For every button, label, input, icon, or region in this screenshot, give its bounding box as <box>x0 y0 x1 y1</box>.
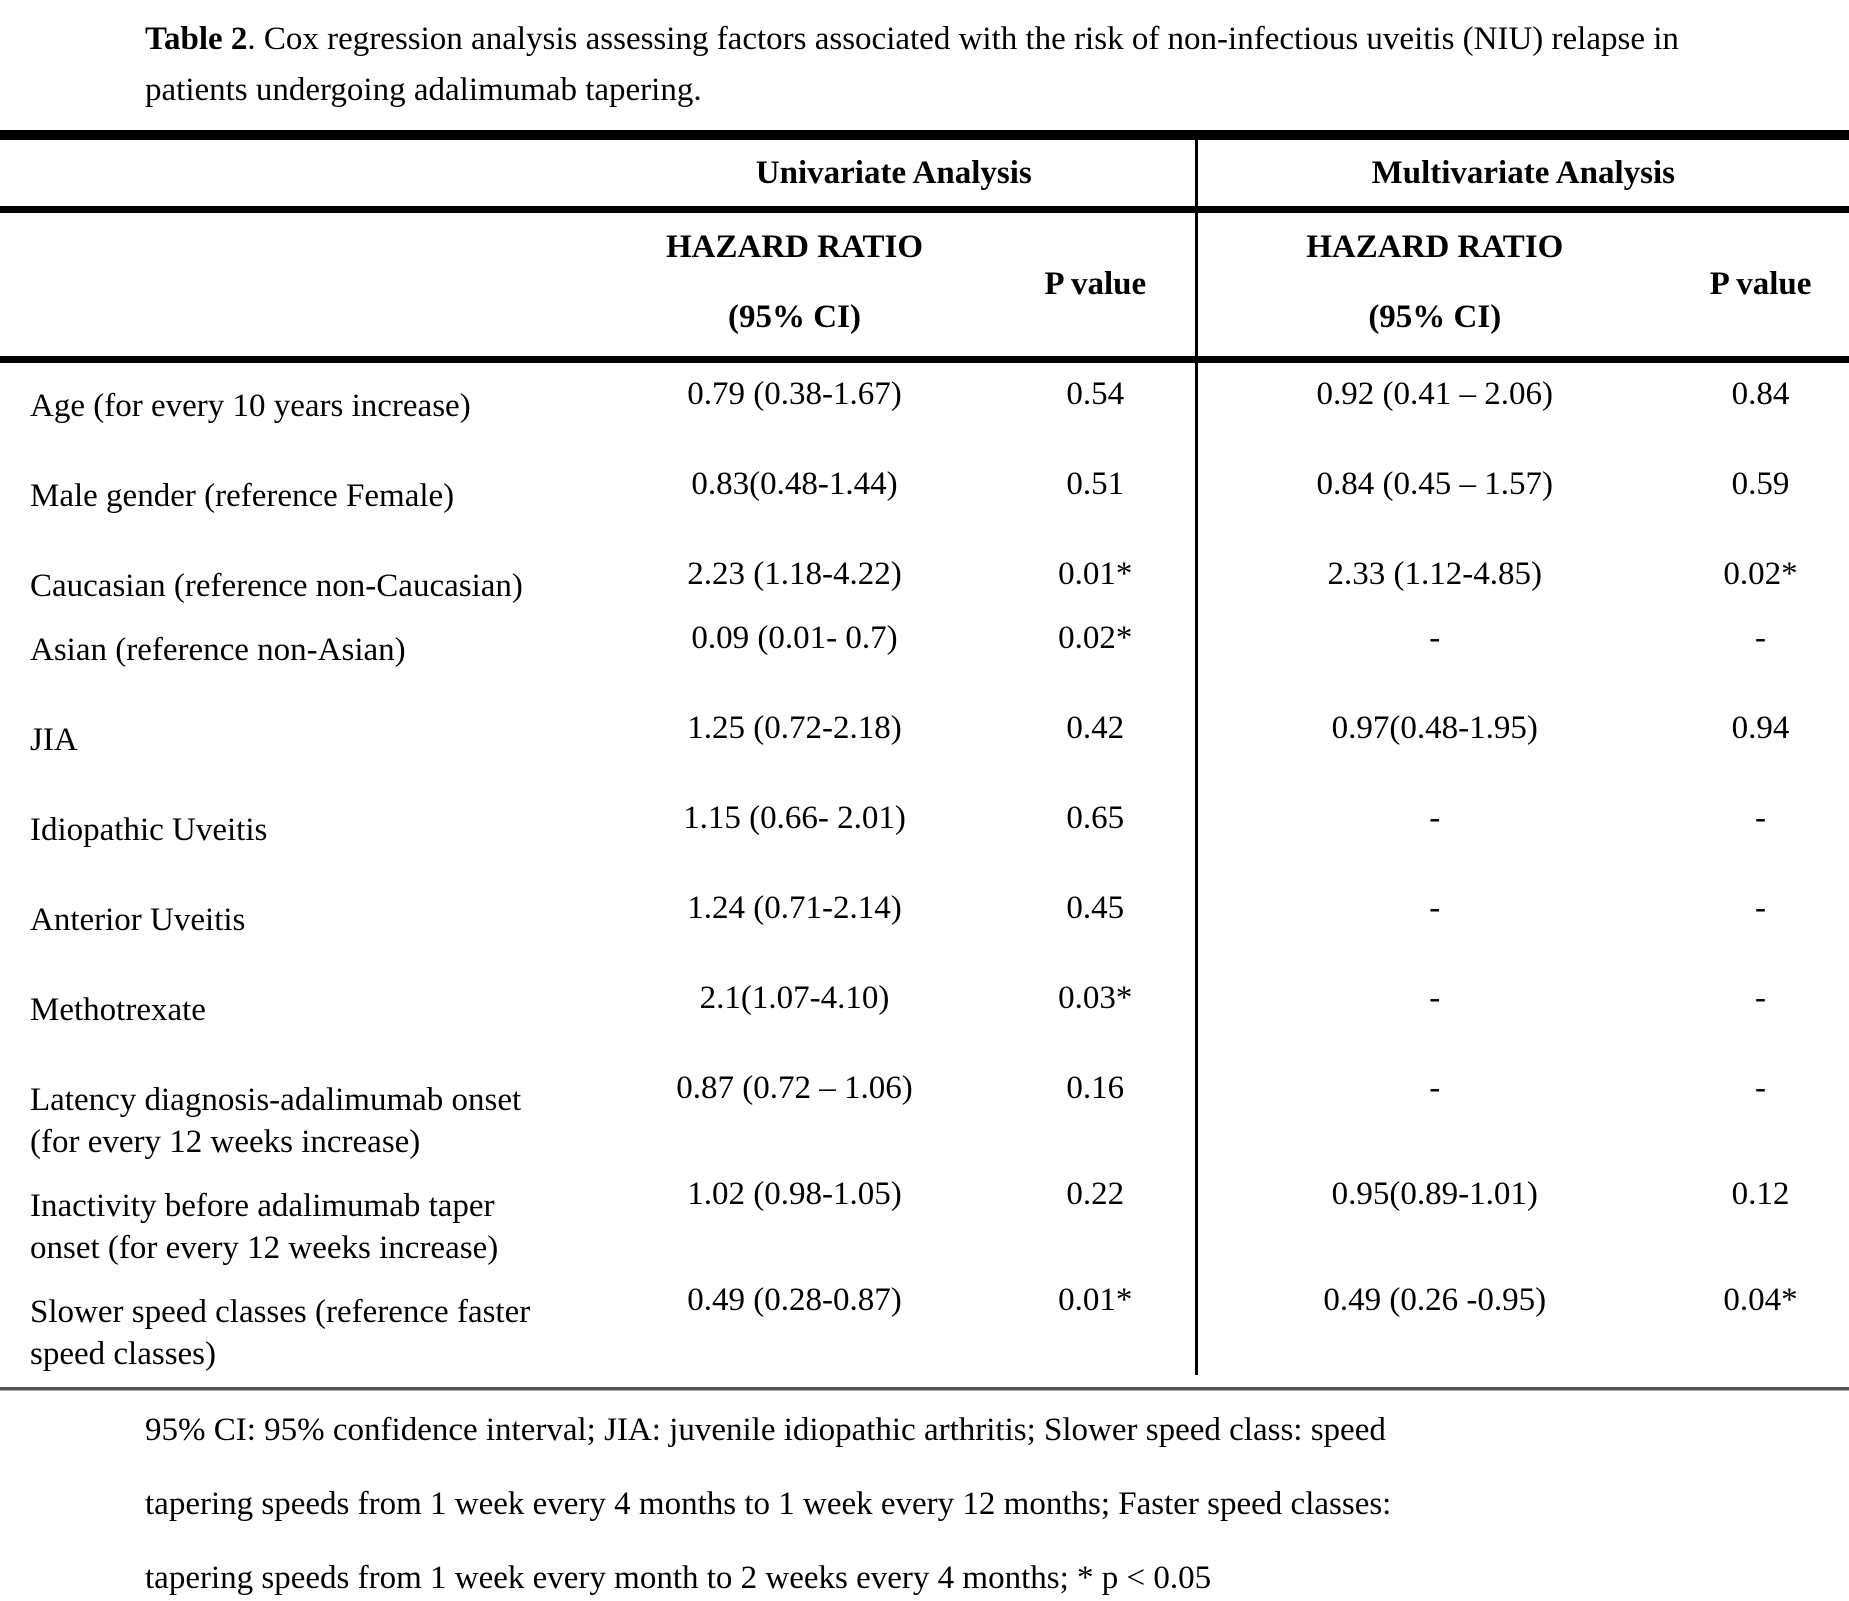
multi-p-cell: 0.12 <box>1731 1176 1790 1212</box>
factor-cell: Male gender (reference Female) <box>30 478 455 514</box>
univariate-analysis-header: Univariate Analysis <box>593 135 1196 210</box>
uni-p-cell: 0.01* <box>1058 1282 1133 1318</box>
uni-hr-cell: 1.24 (0.71-2.14) <box>687 890 902 926</box>
factor-cell: Anterior Uveitis <box>30 902 246 938</box>
table-row <box>0 1163 1849 1269</box>
factor-cell: Methotrexate <box>30 992 206 1028</box>
table-row <box>0 967 1849 1057</box>
table-row <box>0 1269 1849 1375</box>
table-row <box>0 360 1849 454</box>
ci-label: (95% CI) <box>1368 299 1502 335</box>
uni-p-cell: 0.54 <box>1066 376 1125 412</box>
multi-hr-cell: - <box>1196 877 1672 967</box>
multi-p-cell: - <box>1755 1070 1767 1106</box>
uni-hr-cell: 0.83(0.48-1.44) <box>691 466 898 502</box>
uni-p-cell: 0.65 <box>1066 800 1125 836</box>
multivariate-analysis-header: Multivariate Analysis <box>1196 135 1849 210</box>
uni-hr-cell: 1.25 (0.72-2.18) <box>687 710 902 746</box>
uni-hr-cell: 0.87 (0.72 – 1.06) <box>676 1070 913 1106</box>
multi-p-cell: 0.02* <box>1723 556 1798 592</box>
multi-hr-cell: 0.92 (0.41 – 2.06) <box>1196 360 1672 454</box>
blank-cell <box>0 135 593 210</box>
multi-hr-cell: - <box>1196 607 1672 697</box>
factor-cell: Latency diagnosis-adalimumab onset (for every 12 weeks increase) <box>30 1082 522 1160</box>
uni-p-cell: 0.01* <box>1058 556 1133 592</box>
uni-p-cell: 0.51 <box>1066 466 1125 502</box>
multi-hr-cell: - <box>1196 787 1672 877</box>
table-row <box>0 543 1849 607</box>
multi-hr-cell: - <box>1196 1057 1672 1163</box>
factor-cell: Age (for every 10 years increase) <box>30 388 471 424</box>
uni-p-cell: 0.22 <box>1066 1176 1125 1212</box>
multi-p-cell: - <box>1755 620 1767 656</box>
hazard-ratio-label: HAZARD RATIO <box>666 229 923 265</box>
uni-p-cell: 0.45 <box>1066 890 1125 926</box>
multi-p-cell: 0.04* <box>1723 1282 1798 1318</box>
multi-p-cell: - <box>1755 980 1767 1016</box>
uni-p-cell: 0.42 <box>1066 710 1125 746</box>
factor-cell: Idiopathic Uveitis <box>30 812 268 848</box>
blank-cell <box>0 210 593 360</box>
ci-label: (95% CI) <box>728 299 861 335</box>
table-row <box>0 787 1849 877</box>
multi-hr-cell: 0.95(0.89-1.01) <box>1196 1163 1672 1269</box>
factor-cell: JIA <box>30 722 78 758</box>
multi-p-cell: 0.84 <box>1731 376 1790 412</box>
table-caption-text: . Cox regression analysis assessing factors associated with the risk of non-infectious uveitis (NIU) relapse in patients undergoing adalimumab tapering. <box>145 21 1679 108</box>
document-page <box>0 14 1849 1596</box>
table-row <box>0 877 1849 967</box>
footnote-line: tapering speeds from 1 week every month to 2 weeks every 4 months; * p < 0.05 <box>145 1560 1212 1596</box>
cox-regression-table <box>0 130 1849 1375</box>
footnote-block <box>145 1407 1849 1601</box>
uni-hr-cell: 0.79 (0.38-1.67) <box>687 376 902 412</box>
multi-hr-cell: 0.49 (0.26 -0.95) <box>1196 1269 1672 1375</box>
factor-cell: Caucasian (reference non-Caucasian) <box>30 568 523 604</box>
multi-hr-cell: - <box>1196 967 1672 1057</box>
column-header-row <box>0 210 1849 360</box>
footnote-line: tapering speeds from 1 week every 4 months to 1 week every 12 months; Faster speed classes: <box>145 1486 1392 1522</box>
table-row <box>0 607 1849 697</box>
uni-p-cell: 0.16 <box>1066 1070 1125 1106</box>
table-caption <box>145 14 1735 116</box>
footnote-separator <box>0 1387 1849 1391</box>
table-row <box>0 453 1849 543</box>
uni-hr-cell: 1.02 (0.98-1.05) <box>687 1176 902 1212</box>
uni-hr-cell: 0.09 (0.01- 0.7) <box>691 620 898 656</box>
uni-p-value-header: P value <box>996 210 1196 360</box>
multi-p-cell: - <box>1755 800 1767 836</box>
uni-p-cell: 0.03* <box>1058 980 1133 1016</box>
uni-hazard-ratio-header <box>593 210 996 360</box>
table-caption-label: Table 2 <box>145 21 248 57</box>
factor-cell: Inactivity before adalimumab taper onset (for every 12 weeks increase) <box>30 1188 499 1266</box>
footnote-line: 95% CI: 95% confidence interval; JIA: juvenile idiopathic arthritis; Slower speed class: speed <box>145 1412 1386 1448</box>
multi-p-value-header: P value <box>1672 210 1849 360</box>
uni-hr-cell: 2.23 (1.18-4.22) <box>687 556 902 592</box>
uni-hr-cell: 2.1(1.07-4.10) <box>699 980 890 1016</box>
multi-hazard-ratio-header <box>1196 210 1672 360</box>
uni-hr-cell: 1.15 (0.66- 2.01) <box>683 800 906 836</box>
group-header-row <box>0 135 1849 210</box>
multi-p-cell: 0.59 <box>1731 466 1790 502</box>
factor-cell: Asian (reference non-Asian) <box>30 632 406 668</box>
table-row <box>0 697 1849 787</box>
multi-p-cell: - <box>1755 890 1767 926</box>
hazard-ratio-label: HAZARD RATIO <box>1306 229 1564 265</box>
multi-hr-cell: 0.84 (0.45 – 1.57) <box>1196 453 1672 543</box>
multi-hr-cell: 0.97(0.48-1.95) <box>1196 697 1672 787</box>
uni-p-cell: 0.02* <box>1058 620 1133 656</box>
multi-p-cell: 0.94 <box>1731 710 1790 746</box>
table-row <box>0 1057 1849 1163</box>
uni-hr-cell: 0.49 (0.28-0.87) <box>687 1282 902 1318</box>
multi-hr-cell: 2.33 (1.12-4.85) <box>1196 543 1672 607</box>
factor-cell: Slower speed classes (reference faster speed classes) <box>30 1294 531 1372</box>
